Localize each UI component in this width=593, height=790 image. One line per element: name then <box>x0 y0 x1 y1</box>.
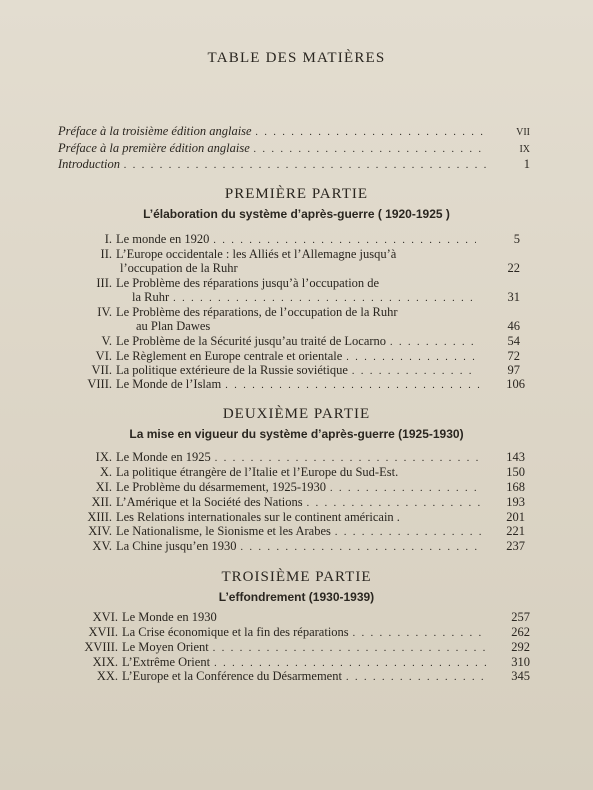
entry-page: 31 <box>507 290 520 304</box>
leader-dots <box>307 497 481 511</box>
toc-entry <box>80 625 530 641</box>
entry-page: 54 <box>507 334 520 348</box>
entry-number: II. <box>100 247 112 261</box>
toc-entry <box>80 539 525 555</box>
entry-page: 262 <box>511 625 530 639</box>
leader-dots <box>346 671 486 685</box>
toc-entry <box>80 640 530 656</box>
entry-number: XI. <box>95 480 112 494</box>
entry-page: 201 <box>506 510 525 524</box>
leader-dots <box>225 379 481 393</box>
page-title: TABLE DES MATIÈRES <box>207 50 386 66</box>
toc-entry-continuation <box>132 290 520 306</box>
toc-entry-front-3 <box>58 157 530 173</box>
entry-label: Le monde en 1920 <box>116 232 210 246</box>
entry-label: L’Europe et la Conférence du Désarmement <box>122 669 342 683</box>
part-title: DEUXIÈME PARTIE <box>222 406 371 422</box>
toc-entry <box>80 377 525 393</box>
entry-label: La Chine jusqu’en 1930 <box>116 539 237 553</box>
entry-label: Le Problème du désarmement, 1925-1930 <box>116 480 327 494</box>
entry-number: XVII. <box>88 625 118 639</box>
entry-label: Le Règlement en Europe centrale et orientale <box>116 349 343 363</box>
entry-label: Le Problème de la Sécurité jusqu’au traité de Locarno <box>116 334 387 348</box>
entry-number: XVI. <box>92 610 118 624</box>
entry-number: XVIII. <box>84 640 118 654</box>
entry-label: Introduction <box>58 157 121 171</box>
entry-page: 168 <box>506 480 525 494</box>
toc-entry <box>80 305 520 319</box>
entry-label-continued: au Plan Dawes <box>136 319 211 333</box>
entry-number: XX. <box>96 669 118 683</box>
toc-entry <box>80 232 520 248</box>
entry-number: IX. <box>95 450 112 464</box>
entry-number: XII. <box>91 495 112 509</box>
leader-dots <box>124 159 486 173</box>
toc-entry-front-2 <box>58 141 530 157</box>
entry-label: L’Europe occidentale : les Alliés et l’Allemagne jusqu’à <box>116 247 397 261</box>
entry-number: XIII. <box>87 510 112 524</box>
entry-page: 1 <box>523 157 530 171</box>
entry-number: IV. <box>97 305 112 319</box>
leader-dots <box>240 541 481 555</box>
entry-label: Préface à la troisième édition anglaise <box>58 124 252 138</box>
part-title: PREMIÈRE PARTIE <box>224 186 369 202</box>
entry-page: 150 <box>506 465 525 479</box>
leader-dots <box>254 143 486 157</box>
leader-dots <box>256 126 486 140</box>
entry-page: 97 <box>507 363 520 377</box>
part-subtitle: La mise en vigueur du système d’après-guerre (1925-1930) <box>129 427 464 441</box>
entry-page: 22 <box>507 261 520 275</box>
entry-label: Le Monde en 1930 <box>122 610 217 624</box>
entry-page: 292 <box>511 640 530 654</box>
leader-dots <box>213 642 486 656</box>
entry-page: 5 <box>513 232 520 246</box>
toc-entry <box>80 465 525 481</box>
entry-label: La politique extérieure de la Russie soviétique <box>116 363 348 377</box>
toc-entry <box>80 669 530 685</box>
entry-page: VII <box>516 127 530 138</box>
entry-number: X. <box>99 465 112 479</box>
entry-label-continued: l’occupation de la Ruhr <box>120 261 238 275</box>
entry-number: VII. <box>91 363 112 377</box>
leader-dots <box>215 452 481 466</box>
entry-number: VIII. <box>87 377 112 391</box>
entry-label-continued: la Ruhr <box>132 290 170 304</box>
entry-label: Le Problème des réparations, de l’occupation de la Ruhr <box>116 305 398 319</box>
entry-label: Le Monde de l’Islam <box>116 377 222 391</box>
toc-entry-continuation <box>120 261 520 277</box>
entry-label: La Crise économique et la fin des réparations <box>122 625 349 639</box>
entry-number: XIX. <box>92 655 118 669</box>
part-title: TROISIÈME PARTIE <box>221 569 372 585</box>
entry-number: VI. <box>95 349 112 363</box>
entry-number: XV. <box>92 539 112 553</box>
entry-page: 221 <box>506 524 525 538</box>
toc-entry <box>80 247 520 261</box>
entry-number: I. <box>104 232 112 246</box>
entry-page: 72 <box>507 349 520 363</box>
toc-entry <box>80 495 525 511</box>
entry-page: 106 <box>506 377 525 391</box>
entry-label: La politique étrangère de l’Italie et l’Europe du Sud-Est. <box>116 465 399 479</box>
toc-entry <box>80 276 520 290</box>
part-subtitle: L’élaboration du système d’après-guerre ( 1920-1925 ) <box>143 207 450 221</box>
toc-entry-continuation <box>136 319 520 335</box>
leader-dots <box>390 336 476 350</box>
toc-entry <box>80 610 530 626</box>
leader-dots <box>173 292 476 306</box>
toc-entry <box>80 334 520 350</box>
entry-page: 46 <box>507 319 520 333</box>
entry-number: III. <box>96 276 112 290</box>
leader-dots <box>353 627 486 641</box>
entry-page: 143 <box>506 450 525 464</box>
entry-page: 193 <box>506 495 525 509</box>
leader-dots <box>213 234 476 248</box>
entry-label: Les Relations internationales sur le continent américain . <box>116 510 400 524</box>
entry-label: L’Amérique et la Société des Nations <box>116 495 303 509</box>
entry-page: 257 <box>511 610 530 624</box>
toc-entry <box>80 450 525 466</box>
entry-label: Le Monde en 1925 <box>116 450 211 464</box>
toc-entry <box>80 480 525 496</box>
leader-dots <box>330 482 481 496</box>
entry-page: 237 <box>506 539 525 553</box>
part-subtitle: L’effondrement (1930-1939) <box>218 590 375 604</box>
entry-number: V. <box>101 334 112 348</box>
leader-dots <box>335 526 481 540</box>
entry-label: Le Moyen Orient <box>122 640 209 654</box>
entry-label: Préface à la première édition anglaise <box>58 141 250 155</box>
toc-entry <box>80 524 525 540</box>
toc-entry-front-1 <box>58 124 530 140</box>
entry-label: L’Extrême Orient <box>122 655 211 669</box>
entry-page: 310 <box>511 655 530 669</box>
entry-number: XIV. <box>88 524 112 538</box>
entry-page: IX <box>519 144 530 155</box>
entry-label: Le Problème des réparations jusqu’à l’occupation de <box>116 276 380 290</box>
entry-page: 345 <box>511 669 530 683</box>
entry-label: Le Nationalisme, le Sionisme et les Arabes <box>116 524 331 538</box>
